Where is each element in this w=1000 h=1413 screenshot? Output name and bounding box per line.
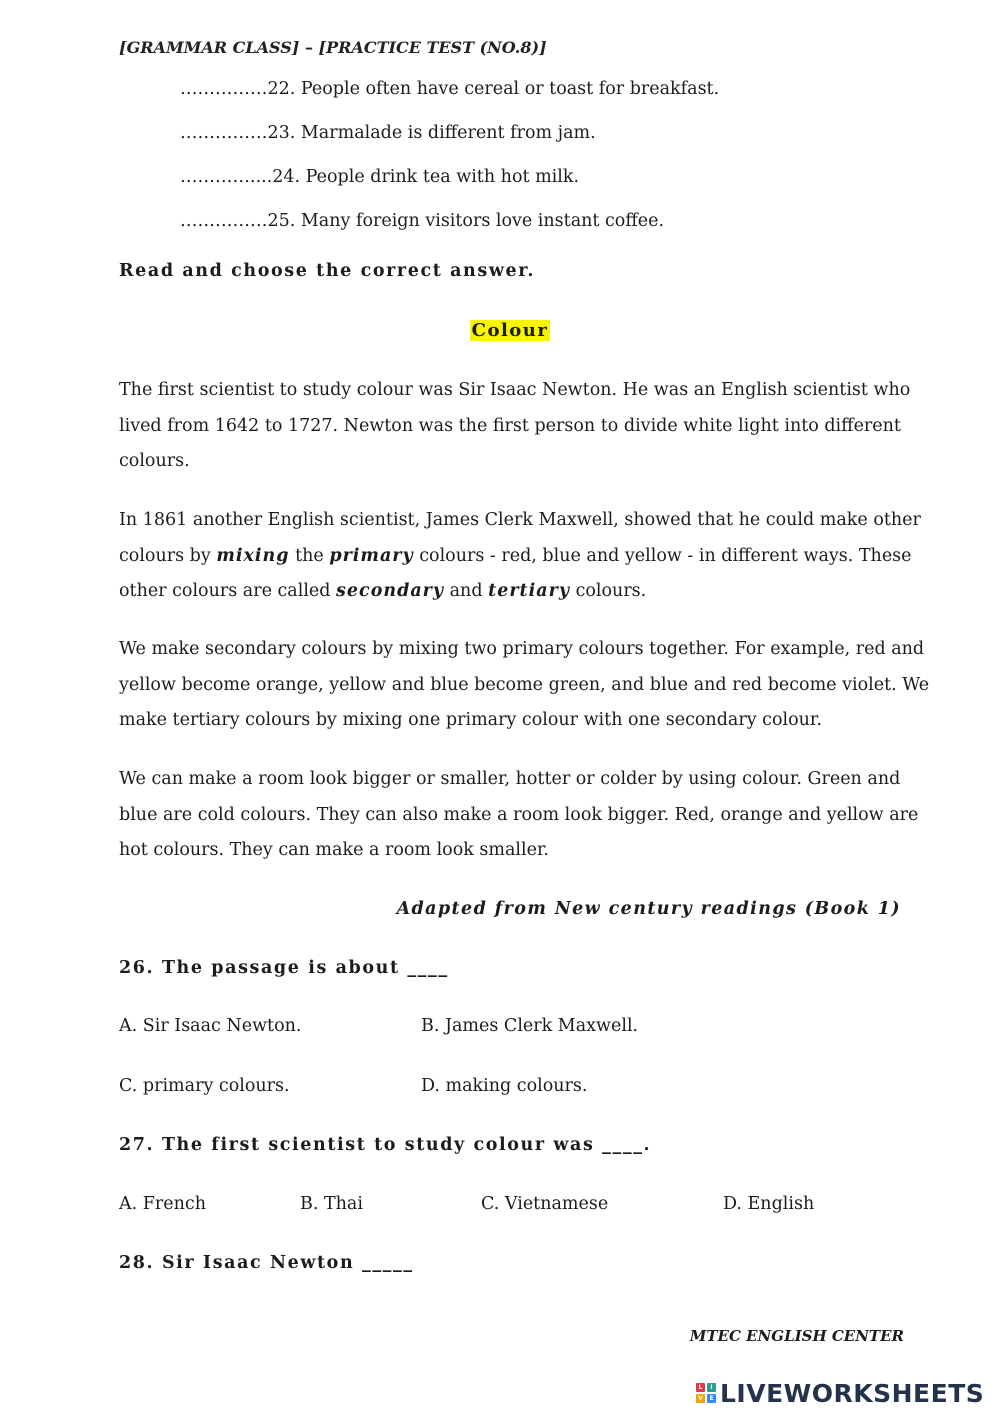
text-run: other colours are called	[119, 581, 337, 601]
paragraph-line: lived from 1642 to 1727. Newton was the first person to divide white light into different	[119, 415, 901, 436]
paragraph-line: The first scientist to study colour was Sir Isaac Newton. He was an English scientist who	[119, 380, 911, 400]
q26-option-b[interactable]: B. James Clerk Maxwell.	[421, 1016, 639, 1036]
passage-source: Adapted from New century readings (Book 1)	[396, 899, 901, 919]
q26-option-d[interactable]: D. making colours.	[421, 1076, 588, 1096]
paragraph-line: We can make a room look bigger or smaller, hotter or colder by using colour. Green and	[119, 769, 901, 789]
text-run: and	[444, 581, 489, 601]
paragraph-line	[119, 539, 912, 575]
emphasis-primary: primary	[329, 545, 414, 566]
emphasis-tertiary: tertiary	[488, 581, 571, 601]
tf-item-23: ……………23. Marmalade is different from jam.	[180, 123, 596, 143]
text-run: colours by	[119, 545, 217, 566]
passage-title	[0, 320, 1000, 341]
tf-item-24: …………....24. People drink tea with hot milk.	[180, 167, 580, 187]
passage-title-text: Colour	[471, 320, 549, 341]
paragraph-line	[119, 574, 909, 610]
logo-square-i: I	[707, 1383, 716, 1392]
liveworksheets-logo[interactable]	[696, 1376, 984, 1410]
tf-item-25: ……………25. Many foreign visitors love instant coffee.	[180, 211, 665, 231]
paragraph-line: make tertiary colours by mixing one primary colour with one secondary colour.	[119, 710, 822, 730]
instruction-heading: Read and choose the correct answer.	[119, 261, 536, 281]
question-27: 27. The first scientist to study colour was ____.	[119, 1135, 652, 1155]
passage-paragraph-3	[119, 632, 930, 739]
paragraph-line: hot colours. They can make a room look smaller.	[119, 840, 549, 860]
footer-center-name: MTEC ENGLISH CENTER	[689, 1327, 904, 1345]
logo-text: LIVEWORKSHEETS	[720, 1378, 985, 1408]
q27-option-a[interactable]: A. French	[119, 1194, 206, 1214]
q27-option-c[interactable]: C. Vietnamese	[481, 1194, 609, 1214]
page-header: [GRAMMAR CLASS] – [PRACTICE TEST (NO.8)]	[119, 38, 547, 57]
question-26: 26. The passage is about ____	[119, 958, 449, 978]
text-run: the	[289, 545, 330, 566]
emphasis-secondary: secondary	[336, 581, 445, 601]
emphasis-mixing: mixing	[216, 545, 290, 566]
paragraph-line: blue are cold colours. They can also make a room look bigger. Red, orange and yellow are	[119, 804, 919, 825]
q26-option-c[interactable]: C. primary colours.	[119, 1076, 290, 1096]
q27-option-b[interactable]: B. Thai	[300, 1194, 363, 1214]
paragraph-line: In 1861 another English scientist, James Clerk Maxwell, showed that he could make other	[119, 510, 921, 530]
logo-square-e: E	[707, 1394, 716, 1403]
passage-paragraph-4	[119, 762, 919, 869]
paragraph-line: We make secondary colours by mixing two primary colours together. For example, red and	[119, 639, 925, 659]
q27-option-d[interactable]: D. English	[723, 1194, 815, 1214]
tf-item-22: ……………22. People often have cereal or toast for breakfast.	[180, 79, 720, 99]
q26-option-a[interactable]: A. Sir Isaac Newton.	[119, 1016, 302, 1036]
text-run: colours.	[570, 581, 647, 601]
passage-paragraph-2	[119, 503, 921, 610]
question-28: 28. Sir Isaac Newton _____	[119, 1253, 414, 1273]
logo-square-l: L	[696, 1383, 705, 1392]
paragraph-line: colours.	[119, 451, 190, 471]
logo-grid-icon	[696, 1383, 716, 1403]
passage-paragraph-1	[119, 373, 909, 480]
paragraph-line: yellow become orange, yellow and blue become green, and blue and red become violet. We	[119, 674, 930, 695]
logo-square-v: V	[696, 1394, 705, 1403]
text-run: colours - red, blue and yellow - in different ways. These	[413, 545, 912, 566]
